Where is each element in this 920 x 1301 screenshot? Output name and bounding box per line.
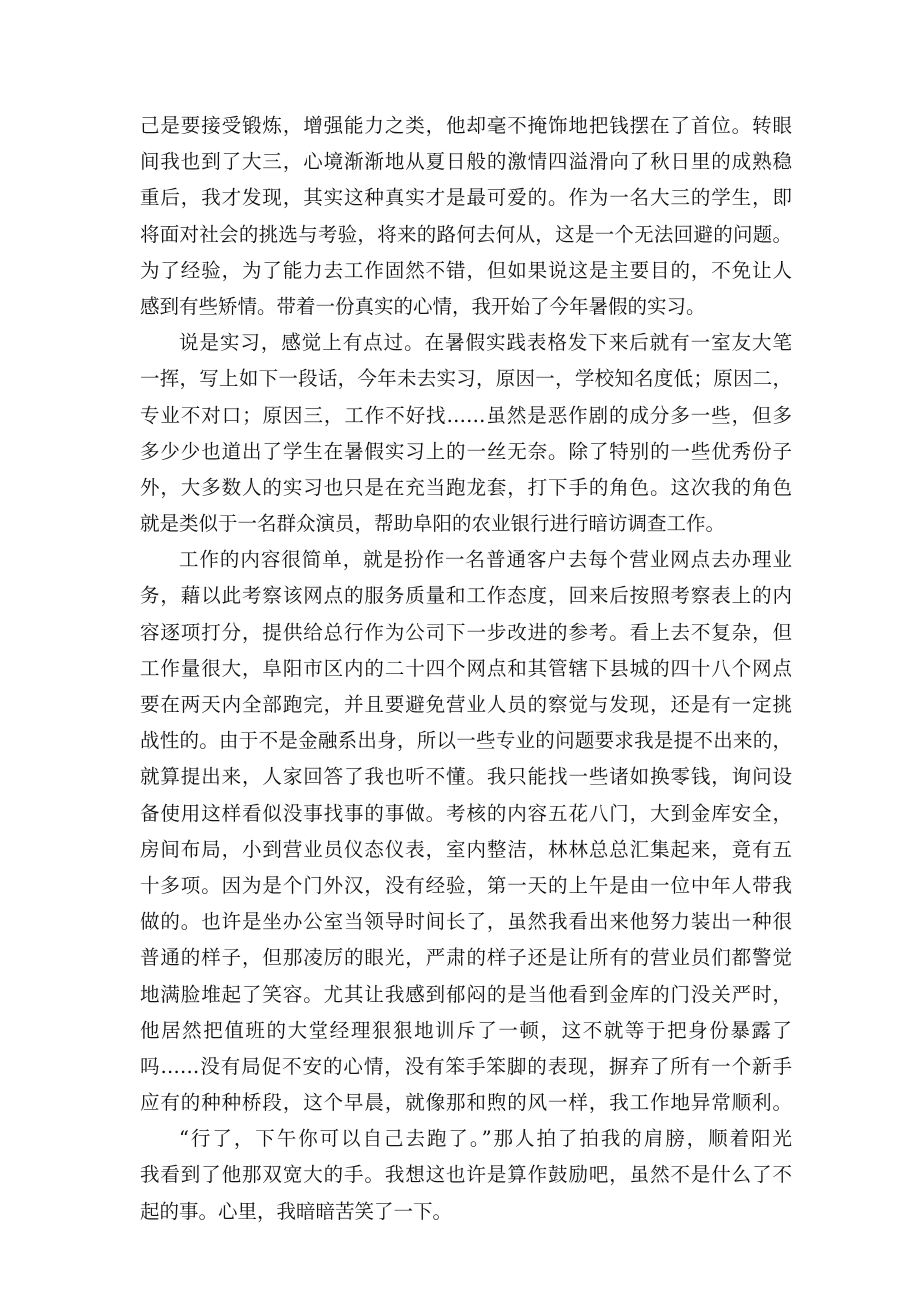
text-line: 一挥，写上如下一段话，今年未去实习，原因一，学校知名度低；原因二， xyxy=(140,367,792,391)
text-line: 要在两天内全部跑完，并且要避免营业人员的察觉与发现，还是有一定挑 xyxy=(140,693,792,716)
document-body xyxy=(140,108,792,1230)
text-line: 起的事。心里，我暗暗苦笑了一下。 xyxy=(140,1199,453,1223)
text-line: 工作量很大，阜阳市区内的二十四个网点和其管辖下县城的四十八个网点 xyxy=(140,656,792,680)
text-line: 重后，我才发现，其实这种真实才是最可爱的。作为一名大三的学生，即 xyxy=(140,186,792,210)
text-line: 他居然把值班的大堂经理狠狠地训斥了一顿，这不就等于把身份暴露了 xyxy=(140,1018,792,1042)
text-line: 十多项。因为是个门外汉，没有经验，第一天的上午是由一位中年人带我 xyxy=(140,873,792,897)
text-line: 就是类似于一名群众演员，帮助阜阳的农业银行进行暗访调查工作。 xyxy=(140,512,726,536)
text-line: 多少少也道出了学生在暑假实习上的一丝无奈。除了特别的一些优秀份子 xyxy=(140,439,792,463)
text-line: 将面对社会的挑选与考验，将来的路何去何从，这是一个无法回避的问题。 xyxy=(140,222,792,246)
text-line: 普通的样子，但那凌厉的眼光，严肃的样子还是让所有的营业员们都警觉 xyxy=(140,946,792,970)
text-line: 间我也到了大三，心境渐渐地从夏日般的激情四溢滑向了秋日里的成熟稳 xyxy=(140,150,792,174)
text-line: 战性的。由于不是金融系出身，所以一些专业的问题要求我是提不出来的， xyxy=(140,729,792,753)
text-line: 专业不对口；原因三，工作不好找……虽然是恶作剧的成分多一些，但多 xyxy=(140,403,792,427)
text-line: 己是要接受锻炼，增强能力之类，他却毫不掩饰地把钱摆在了首位。转眼 xyxy=(140,114,792,137)
text-line: 为了经验，为了能力去工作固然不错，但如果说这是主要目的，不免让人 xyxy=(140,258,792,282)
text-line: 外，大多数人的实习也只是在充当跑龙套，打下手的角色。这次我的角色 xyxy=(140,475,792,499)
text-line: 就算提出来，人家回答了我也听不懂。我只能找一些诸如换零钱，询问设 xyxy=(140,765,792,789)
text-line: 感到有些矫情。带着一份真实的心情，我开始了今年暑假的实习。 xyxy=(140,294,706,318)
paragraph-first-line: “行了，下午你可以自己去跑了。”那人拍了拍我的肩膀，顺着阳光 xyxy=(179,1127,792,1151)
text-line: 房间布局，小到营业员仪态仪表，室内整洁，林林总总汇集起来，竟有五 xyxy=(140,837,792,861)
text-line: 务，藉以此考察该网点的服务质量和工作态度，回来后按照考察表上的内 xyxy=(140,584,792,608)
text-line: 容逐项打分，提供给总行作为公司下一步改进的参考。看上去不复杂，但 xyxy=(140,620,792,644)
text-line: 我看到了他那双宽大的手。我想这也许是算作鼓励吧，虽然不是什么了不 xyxy=(140,1163,792,1187)
paragraph-first-line: 工作的内容很简单，就是扮作一名普通客户去每个营业网点去办理业 xyxy=(179,548,792,572)
text-line: 地满脸堆起了笑容。尤其让我感到郁闷的是当他看到金库的门没关严时， xyxy=(140,982,792,1006)
text-line: 吗……没有局促不安的心情，没有笨手笨脚的表现，摒弃了所有一个新手 xyxy=(140,1054,792,1078)
text-line: 做的。也许是坐办公室当领导时间长了，虽然我看出来他努力装出一种很 xyxy=(140,910,792,934)
text-line: 备使用这样看似没事找事的事做。考核的内容五花八门，大到金库安全， xyxy=(140,801,792,825)
text-line: 应有的种种桥段，这个早晨，就像那和煦的风一样，我工作地异常顺利。 xyxy=(140,1091,792,1115)
paragraph-first-line: 说是实习，感觉上有点过。在暑假实践表格发下来后就有一室友大笔 xyxy=(179,331,792,355)
